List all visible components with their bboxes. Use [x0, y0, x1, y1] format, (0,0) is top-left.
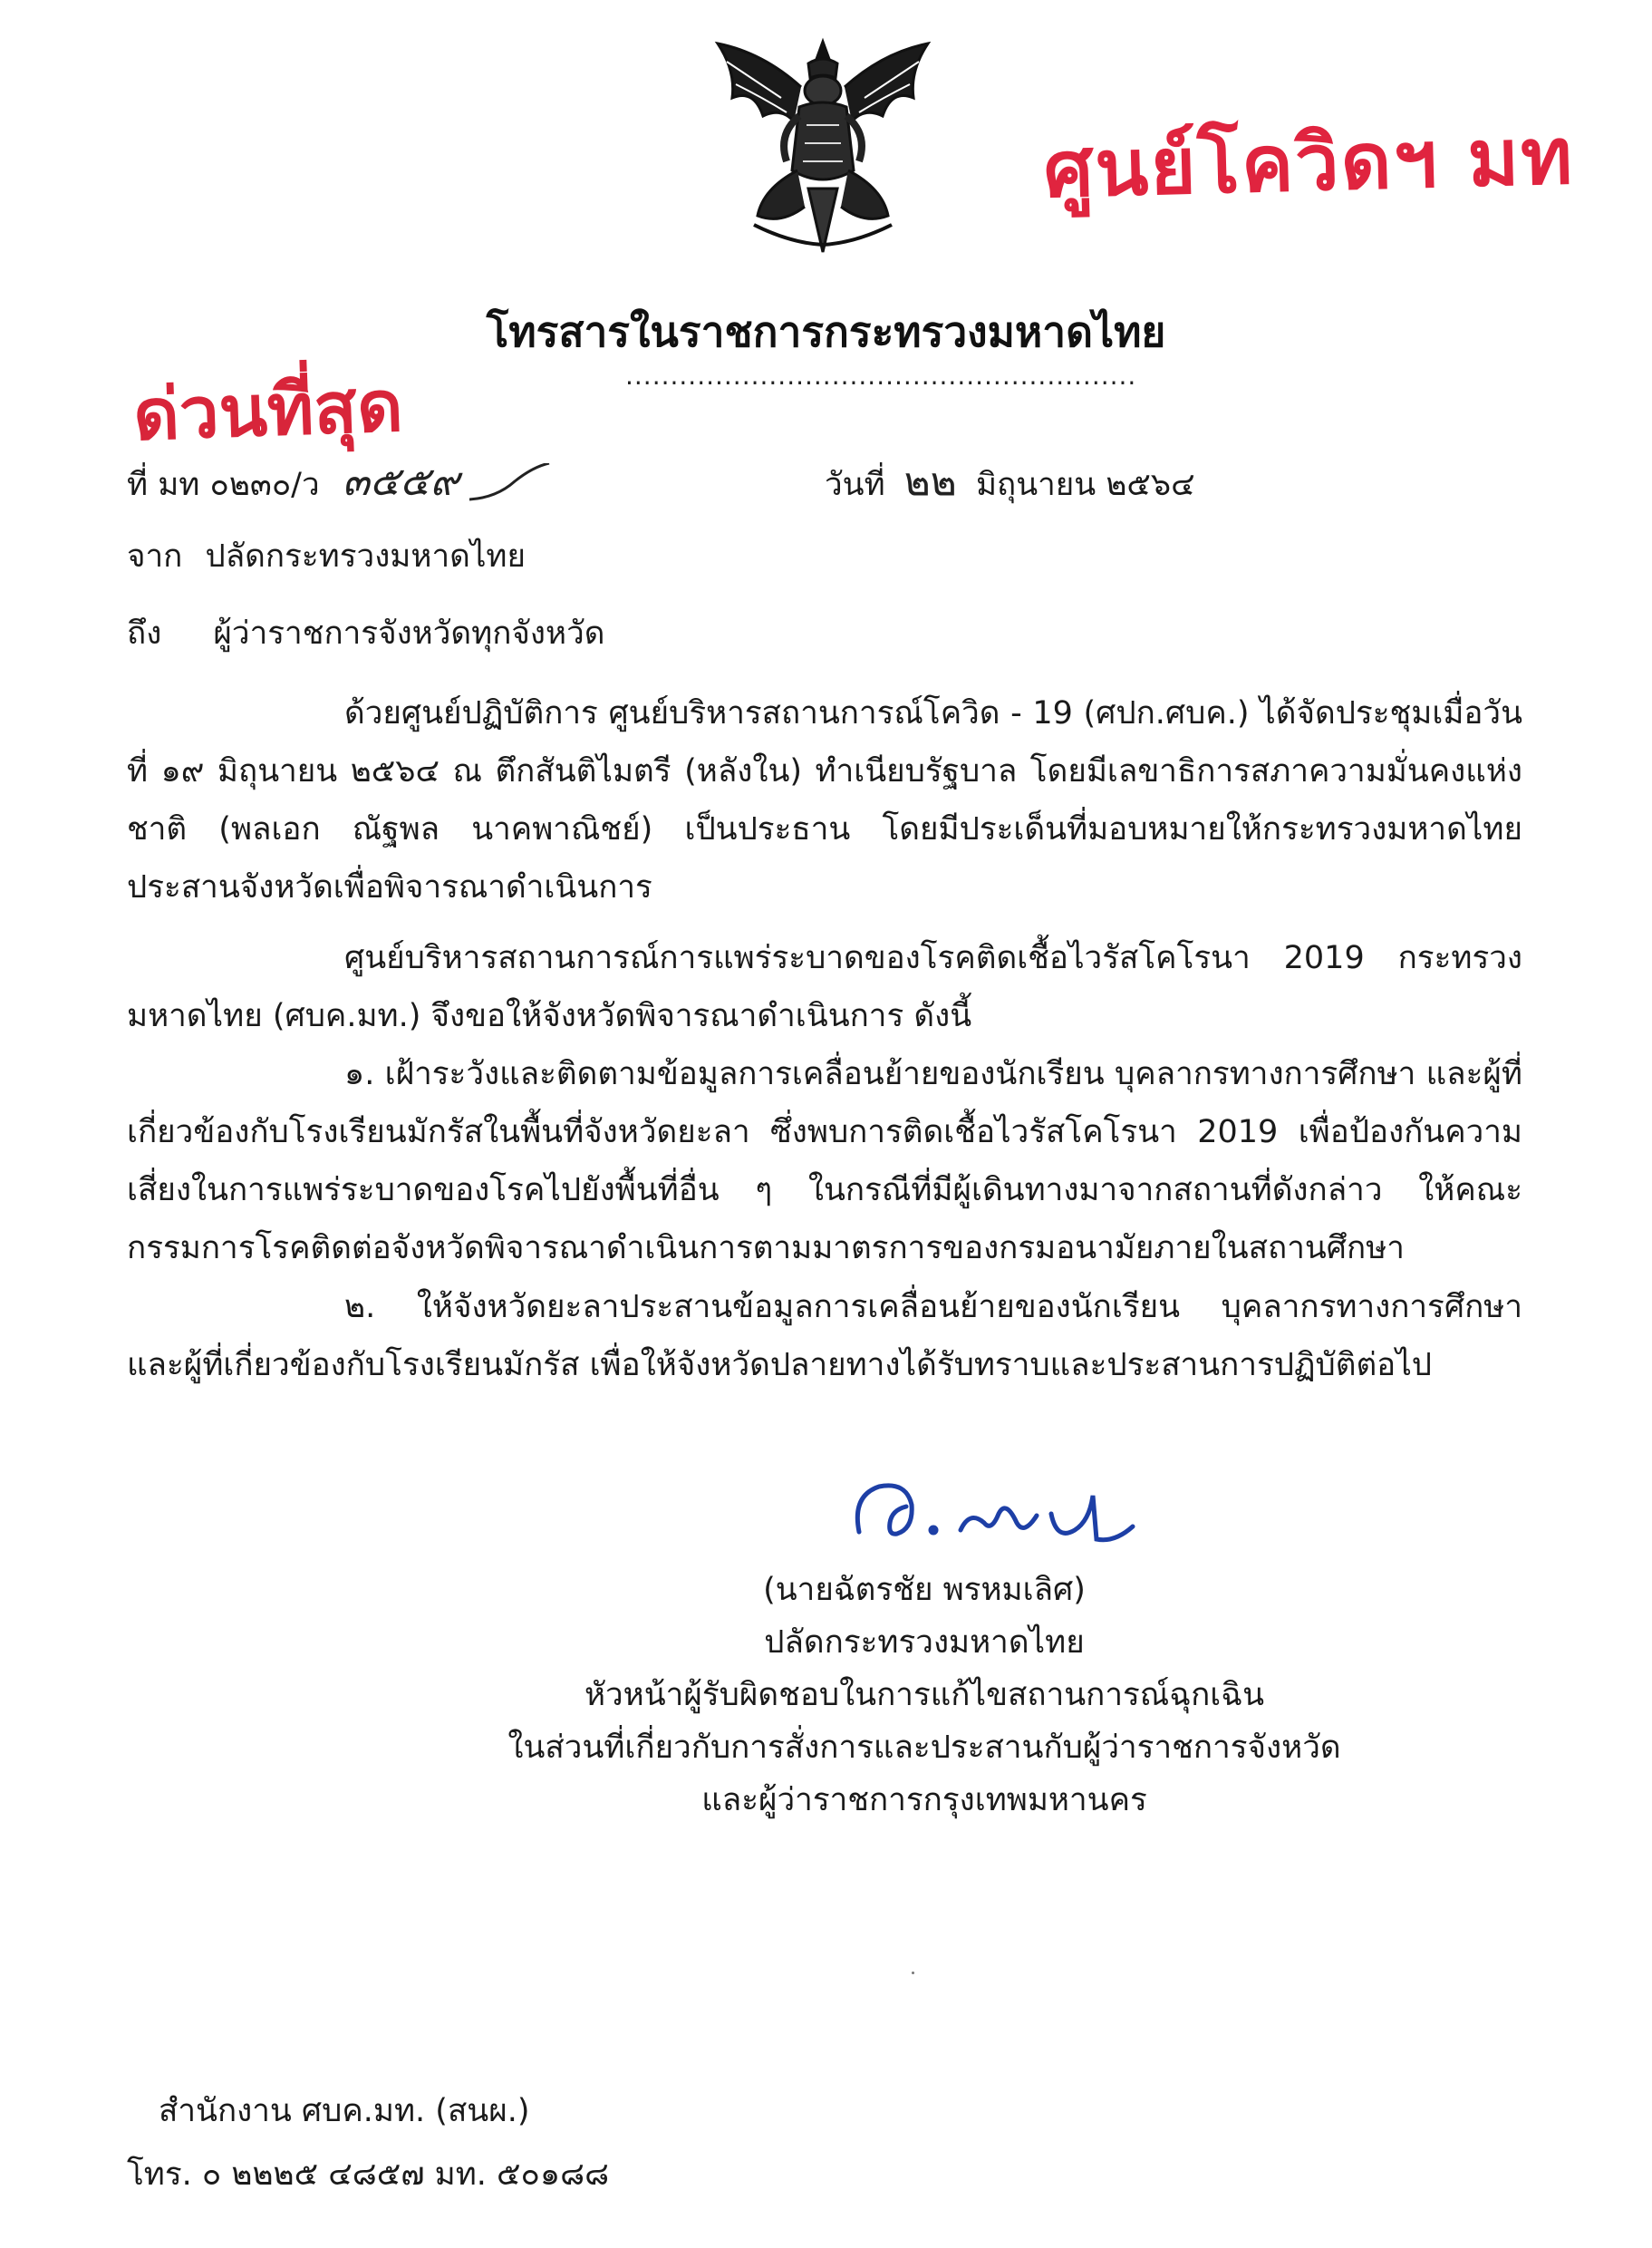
handwritten-flourish-icon	[469, 463, 551, 509]
from-line	[127, 535, 526, 578]
document-date	[825, 460, 1195, 507]
from-value: ปลัดกระทรวงมหาดไทย	[205, 538, 527, 575]
document-number	[127, 460, 551, 509]
document-title: โทรสารในราชการกระทรวงมหาดไทย	[486, 307, 1166, 356]
signatory-position-3: ในส่วนที่เกี่ยวกับการสั่งการและประสานกับผู้ว่าราชการจังหวัด	[507, 1730, 1341, 1766]
date-month-year: มิถุนายน ๒๕๖๔	[975, 467, 1195, 503]
title-dotted-line: .........................................................	[625, 361, 1137, 391]
scan-speck	[912, 1972, 914, 1974]
date-prefix: วันที่	[825, 467, 885, 503]
document-number-handwritten: ๓๕๕๙	[342, 459, 459, 505]
body-paragraph-4: ๒. ให้จังหวัดยะลาประสานข้อมูลการเคลื่อนย้ายของนักเรียน บุคลากรทางการศึกษา และผู้ที่เกี่ยวข้องกับโรงเรียนมักรัส เพื่อให้จังหวัดปลายทางได้รับทราบและประสานการปฏิบัติต่อไป	[127, 1289, 1522, 1383]
signatory-position-4: และผู้ว่าราชการกรุงเทพมหานคร	[701, 1782, 1147, 1818]
body-paragraph-1: ด้วยศูนย์ปฏิบัติการ ศูนย์บริหารสถานการณ์โควิด - 19 (ศปก.ศบค.) ได้จัดประชุมเมื่อวันที่ ๑๙ มิถุนายน ๒๕๖๔ ณ ตึกสันติไมตรี (หลังใน) ทำเนียบรัฐบาล โดยมีเลขาธิการสภาความมั่นคงแห่งชาติ (พลเอก ณัฐพล นาคพาณิชย์) เป็นประธาน โดยมีประเด็นที่มอบหมายให้กระทรวงมหาดไทยประสานจังหวัดเพื่อพิจารณาดำเนินการ	[127, 695, 1522, 906]
date-day-handwritten: ๒๒	[903, 459, 957, 505]
body-paragraph-3: ๑. เฝ้าระวังและติดตามข้อมูลการเคลื่อนย้ายของนักเรียน บุคลากรทางการศึกษา และผู้ที่เกี่ยวข้องกับโรงเรียนมักรัสในพื้นที่จังหวัดยะลา ซึ่งพบการติดเชื้อไวรัสโคโรนา 2019 เพื่อป้องกันความเสี่ยงในการแพร่ระบาดของโรคไปยังพื้นที่อื่น ๆ ในกรณีที่มีผู้เดินทางมาจากสถานที่ดังกล่าว ให้คณะกรรมการโรคติดต่อจังหวัดพิจารณาดำเนินการตามมาตรการของกรมอนามัยภายในสถานศึกษา	[127, 1056, 1522, 1266]
signatory-position-2: หัวหน้าผู้รับผิดชอบในการแก้ไขสถานการณ์ฉุกเฉิน	[584, 1677, 1265, 1713]
to-label: ถึง	[127, 615, 162, 652]
footer-office: สำนักงาน ศบค.มท. (สนผ.)	[159, 2093, 530, 2129]
to-line	[127, 612, 604, 655]
body-paragraph-2: ศูนย์บริหารสถานการณ์การแพร่ระบาดของโรคติดเชื้อไวรัสโคโรนา 2019 กระทรวงมหาดไทย (ศบค.มท.) จึงขอให้จังหวัดพิจารณาดำเนินการ ดังนี้	[127, 940, 1522, 1034]
garuda-emblem-icon	[700, 34, 946, 261]
signatory-name: (นายฉัตรชัย พรหมเลิศ)	[763, 1572, 1086, 1608]
document-number-prefix: ที่ มท ๐๒๓๐/ว	[127, 467, 320, 503]
signatory-position-1: ปลัดกระทรวงมหาดไทย	[764, 1624, 1085, 1661]
urgent-stamp: ด่วนที่สุด	[131, 365, 405, 457]
handwritten-signature-icon	[843, 1459, 1205, 1568]
to-value: ผู้ว่าราชการจังหวัดทุกจังหวัด	[213, 615, 605, 652]
from-label: จาก	[127, 538, 183, 575]
covid-center-stamp: ศูนย์โควิดฯ มท	[1042, 111, 1576, 216]
footer-phone: โทร. ๐ ๒๒๒๕ ๔๘๕๗ มท. ๕๐๑๘๘	[127, 2156, 610, 2193]
